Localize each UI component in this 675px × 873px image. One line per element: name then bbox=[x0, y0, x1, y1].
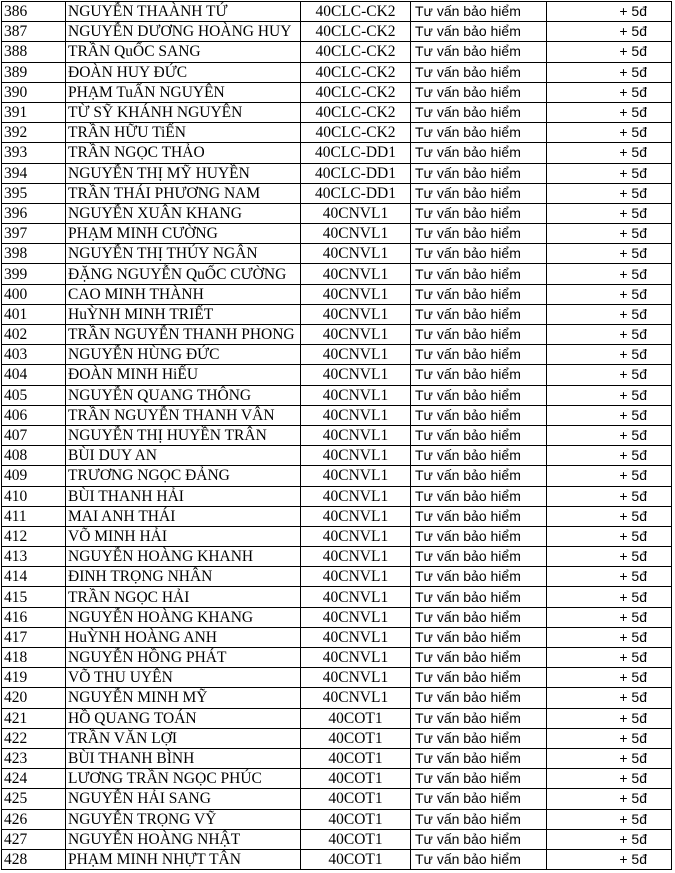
table-row bbox=[2, 688, 672, 708]
class-code-cell: 40CNVL1 bbox=[301, 264, 411, 284]
class-code-cell: 40CNVL1 bbox=[301, 506, 411, 526]
activity-cell: Tư vấn bảo hiểm bbox=[411, 708, 547, 728]
activity-cell: Tư vấn bảo hiểm bbox=[411, 264, 547, 284]
row-number-cell: 427 bbox=[2, 829, 66, 849]
points-cell: + 5đ bbox=[547, 708, 672, 728]
row-number-cell: 415 bbox=[2, 587, 66, 607]
student-name-cell: NGUYỄN HOÀNG KHANG bbox=[66, 607, 301, 627]
table-row bbox=[2, 102, 672, 122]
row-number-cell: 388 bbox=[2, 42, 66, 62]
class-code-cell: 40CLC-CK2 bbox=[301, 22, 411, 42]
class-code-cell: 40CNVL1 bbox=[301, 405, 411, 425]
class-code-cell: 40CLC-DD1 bbox=[301, 143, 411, 163]
table-row bbox=[2, 143, 672, 163]
table-row bbox=[2, 264, 672, 284]
row-number-cell: 397 bbox=[2, 224, 66, 244]
row-number-cell: 403 bbox=[2, 345, 66, 365]
class-code-cell: 40CNVL1 bbox=[301, 567, 411, 587]
row-number-cell: 392 bbox=[2, 123, 66, 143]
table-row bbox=[2, 325, 672, 345]
points-cell: + 5đ bbox=[547, 486, 672, 506]
row-number-cell: 422 bbox=[2, 728, 66, 748]
points-cell: + 5đ bbox=[547, 123, 672, 143]
activity-cell: Tư vấn bảo hiểm bbox=[411, 405, 547, 425]
activity-cell: Tư vấn bảo hiểm bbox=[411, 769, 547, 789]
points-cell: + 5đ bbox=[547, 284, 672, 304]
student-name-cell: TRẦN NGỌC THẢO bbox=[66, 143, 301, 163]
table-row bbox=[2, 708, 672, 728]
table-row bbox=[2, 466, 672, 486]
activity-cell: Tư vấn bảo hiểm bbox=[411, 224, 547, 244]
row-number-cell: 421 bbox=[2, 708, 66, 728]
activity-cell: Tư vấn bảo hiểm bbox=[411, 627, 547, 647]
table-body bbox=[2, 2, 672, 870]
student-name-cell: ĐOÀN MINH HiẾU bbox=[66, 365, 301, 385]
student-name-cell: TỪ SỸ KHÁNH NGUYÊN bbox=[66, 102, 301, 122]
table-row bbox=[2, 607, 672, 627]
row-number-cell: 396 bbox=[2, 203, 66, 223]
points-cell: + 5đ bbox=[547, 769, 672, 789]
activity-cell: Tư vấn bảo hiểm bbox=[411, 203, 547, 223]
table-row bbox=[2, 446, 672, 466]
student-name-cell: HuỲNH HOÀNG ANH bbox=[66, 627, 301, 647]
class-code-cell: 40CNVL1 bbox=[301, 648, 411, 668]
student-name-cell: NGUYỄN XUÂN KHANG bbox=[66, 203, 301, 223]
row-number-cell: 395 bbox=[2, 183, 66, 203]
row-number-cell: 401 bbox=[2, 304, 66, 324]
points-cell: + 5đ bbox=[547, 648, 672, 668]
points-cell: + 5đ bbox=[547, 506, 672, 526]
points-cell: + 5đ bbox=[547, 728, 672, 748]
class-code-cell: 40CNVL1 bbox=[301, 224, 411, 244]
row-number-cell: 414 bbox=[2, 567, 66, 587]
points-cell: + 5đ bbox=[547, 809, 672, 829]
activity-cell: Tư vấn bảo hiểm bbox=[411, 587, 547, 607]
activity-cell: Tư vấn bảo hiểm bbox=[411, 748, 547, 768]
row-number-cell: 405 bbox=[2, 385, 66, 405]
table-row bbox=[2, 668, 672, 688]
points-cell: + 5đ bbox=[547, 849, 672, 869]
points-cell: + 5đ bbox=[547, 405, 672, 425]
row-number-cell: 389 bbox=[2, 62, 66, 82]
class-code-cell: 40COT1 bbox=[301, 849, 411, 869]
table-row bbox=[2, 769, 672, 789]
row-number-cell: 407 bbox=[2, 425, 66, 445]
row-number-cell: 411 bbox=[2, 506, 66, 526]
student-name-cell: NGUYỄN HỒNG PHÁT bbox=[66, 648, 301, 668]
activity-cell: Tư vấn bảo hiểm bbox=[411, 325, 547, 345]
table-row bbox=[2, 345, 672, 365]
points-cell: + 5đ bbox=[547, 526, 672, 546]
table-row bbox=[2, 163, 672, 183]
class-code-cell: 40COT1 bbox=[301, 748, 411, 768]
table-row bbox=[2, 587, 672, 607]
points-cell: + 5đ bbox=[547, 748, 672, 768]
points-cell: + 5đ bbox=[547, 143, 672, 163]
points-cell: + 5đ bbox=[547, 607, 672, 627]
student-name-cell: NGUYỄN DƯƠNG HOÀNG HUY bbox=[66, 22, 301, 42]
activity-cell: Tư vấn bảo hiểm bbox=[411, 2, 547, 22]
table-row bbox=[2, 62, 672, 82]
row-number-cell: 402 bbox=[2, 325, 66, 345]
class-code-cell: 40CNVL1 bbox=[301, 486, 411, 506]
activity-cell: Tư vấn bảo hiểm bbox=[411, 567, 547, 587]
student-name-cell: NGUYỄN HÙNG ĐỨC bbox=[66, 345, 301, 365]
points-cell: + 5đ bbox=[547, 385, 672, 405]
student-name-cell: BÙI DUY AN bbox=[66, 446, 301, 466]
row-number-cell: 394 bbox=[2, 163, 66, 183]
activity-cell: Tư vấn bảo hiểm bbox=[411, 728, 547, 748]
row-number-cell: 408 bbox=[2, 446, 66, 466]
activity-cell: Tư vấn bảo hiểm bbox=[411, 849, 547, 869]
row-number-cell: 412 bbox=[2, 526, 66, 546]
student-name-cell: NGUYỄN THAÀNH TỨ bbox=[66, 2, 301, 22]
points-cell: + 5đ bbox=[547, 325, 672, 345]
activity-cell: Tư vấn bảo hiểm bbox=[411, 183, 547, 203]
table-row bbox=[2, 506, 672, 526]
row-number-cell: 409 bbox=[2, 466, 66, 486]
activity-cell: Tư vấn bảo hiểm bbox=[411, 809, 547, 829]
points-cell: + 5đ bbox=[547, 2, 672, 22]
student-name-cell: HỒ QUANG TOÁN bbox=[66, 708, 301, 728]
points-cell: + 5đ bbox=[547, 688, 672, 708]
table-row bbox=[2, 567, 672, 587]
activity-cell: Tư vấn bảo hiểm bbox=[411, 829, 547, 849]
table-row bbox=[2, 809, 672, 829]
row-number-cell: 393 bbox=[2, 143, 66, 163]
points-cell: + 5đ bbox=[547, 102, 672, 122]
activity-cell: Tư vấn bảo hiểm bbox=[411, 123, 547, 143]
student-name-cell: NGUYỄN MINH MỸ bbox=[66, 688, 301, 708]
table-row bbox=[2, 2, 672, 22]
row-number-cell: 386 bbox=[2, 2, 66, 22]
activity-cell: Tư vấn bảo hiểm bbox=[411, 244, 547, 264]
student-points-table bbox=[1, 1, 672, 870]
points-cell: + 5đ bbox=[547, 466, 672, 486]
class-code-cell: 40CNVL1 bbox=[301, 526, 411, 546]
table-row bbox=[2, 203, 672, 223]
points-cell: + 5đ bbox=[547, 668, 672, 688]
activity-cell: Tư vấn bảo hiểm bbox=[411, 42, 547, 62]
points-cell: + 5đ bbox=[547, 829, 672, 849]
points-cell: + 5đ bbox=[547, 365, 672, 385]
table-row bbox=[2, 82, 672, 102]
table-row bbox=[2, 849, 672, 869]
points-cell: + 5đ bbox=[547, 425, 672, 445]
row-number-cell: 391 bbox=[2, 102, 66, 122]
class-code-cell: 40CNVL1 bbox=[301, 284, 411, 304]
class-code-cell: 40CNVL1 bbox=[301, 446, 411, 466]
row-number-cell: 413 bbox=[2, 547, 66, 567]
activity-cell: Tư vấn bảo hiểm bbox=[411, 486, 547, 506]
row-number-cell: 399 bbox=[2, 264, 66, 284]
student-name-cell: TRƯƠNG NGỌC ĐẢNG bbox=[66, 466, 301, 486]
student-name-cell: CAO MINH THÀNH bbox=[66, 284, 301, 304]
points-cell: + 5đ bbox=[547, 446, 672, 466]
activity-cell: Tư vấn bảo hiểm bbox=[411, 304, 547, 324]
points-cell: + 5đ bbox=[547, 587, 672, 607]
row-number-cell: 404 bbox=[2, 365, 66, 385]
row-number-cell: 410 bbox=[2, 486, 66, 506]
points-cell: + 5đ bbox=[547, 62, 672, 82]
activity-cell: Tư vấn bảo hiểm bbox=[411, 789, 547, 809]
class-code-cell: 40CNVL1 bbox=[301, 203, 411, 223]
student-name-cell: PHẠM MINH NHỰT TÂN bbox=[66, 849, 301, 869]
student-name-cell: PHẠM MINH CƯỜNG bbox=[66, 224, 301, 244]
activity-cell: Tư vấn bảo hiểm bbox=[411, 688, 547, 708]
student-name-cell: VÕ THU UYÊN bbox=[66, 668, 301, 688]
table-row bbox=[2, 22, 672, 42]
activity-cell: Tư vấn bảo hiểm bbox=[411, 607, 547, 627]
class-code-cell: 40COT1 bbox=[301, 809, 411, 829]
student-name-cell: TRẦN THÁI PHƯƠNG NAM bbox=[66, 183, 301, 203]
class-code-cell: 40CNVL1 bbox=[301, 244, 411, 264]
table-row bbox=[2, 365, 672, 385]
class-code-cell: 40CNVL1 bbox=[301, 425, 411, 445]
class-code-cell: 40CNVL1 bbox=[301, 688, 411, 708]
table-row bbox=[2, 526, 672, 546]
student-name-cell: ĐOÀN HUY ĐỨC bbox=[66, 62, 301, 82]
row-number-cell: 416 bbox=[2, 607, 66, 627]
points-cell: + 5đ bbox=[547, 42, 672, 62]
student-name-cell: ĐINH TRỌNG NHÂN bbox=[66, 567, 301, 587]
class-code-cell: 40COT1 bbox=[301, 789, 411, 809]
activity-cell: Tư vấn bảo hiểm bbox=[411, 365, 547, 385]
activity-cell: Tư vấn bảo hiểm bbox=[411, 648, 547, 668]
row-number-cell: 387 bbox=[2, 22, 66, 42]
activity-cell: Tư vấn bảo hiểm bbox=[411, 506, 547, 526]
activity-cell: Tư vấn bảo hiểm bbox=[411, 466, 547, 486]
student-name-cell: TRẦN HỮU TiẾN bbox=[66, 123, 301, 143]
class-code-cell: 40CLC-CK2 bbox=[301, 123, 411, 143]
points-cell: + 5đ bbox=[547, 547, 672, 567]
row-number-cell: 406 bbox=[2, 405, 66, 425]
student-name-cell: NGUYỄN QUANG THÔNG bbox=[66, 385, 301, 405]
points-cell: + 5đ bbox=[547, 82, 672, 102]
class-code-cell: 40CLC-CK2 bbox=[301, 102, 411, 122]
activity-cell: Tư vấn bảo hiểm bbox=[411, 143, 547, 163]
activity-cell: Tư vấn bảo hiểm bbox=[411, 102, 547, 122]
activity-cell: Tư vấn bảo hiểm bbox=[411, 22, 547, 42]
student-name-cell: TRẦN VĂN LỢI bbox=[66, 728, 301, 748]
class-code-cell: 40CLC-DD1 bbox=[301, 183, 411, 203]
table-row bbox=[2, 486, 672, 506]
points-cell: + 5đ bbox=[547, 163, 672, 183]
activity-cell: Tư vấn bảo hiểm bbox=[411, 425, 547, 445]
points-cell: + 5đ bbox=[547, 627, 672, 647]
activity-cell: Tư vấn bảo hiểm bbox=[411, 284, 547, 304]
class-code-cell: 40CLC-CK2 bbox=[301, 82, 411, 102]
points-cell: + 5đ bbox=[547, 345, 672, 365]
class-code-cell: 40COT1 bbox=[301, 769, 411, 789]
student-name-cell: VÕ MINH HẢI bbox=[66, 526, 301, 546]
row-number-cell: 424 bbox=[2, 769, 66, 789]
student-name-cell: NGUYỄN TRỌNG VỸ bbox=[66, 809, 301, 829]
class-code-cell: 40CNVL1 bbox=[301, 668, 411, 688]
row-number-cell: 418 bbox=[2, 648, 66, 668]
table-row bbox=[2, 304, 672, 324]
student-name-cell: TRẦN NGUYỄN THANH PHONG bbox=[66, 325, 301, 345]
table-row bbox=[2, 405, 672, 425]
student-name-cell: PHẠM TuẤN NGUYÊN bbox=[66, 82, 301, 102]
points-cell: + 5đ bbox=[547, 264, 672, 284]
student-name-cell: BÙI THANH HẢI bbox=[66, 486, 301, 506]
activity-cell: Tư vấn bảo hiểm bbox=[411, 345, 547, 365]
activity-cell: Tư vấn bảo hiểm bbox=[411, 668, 547, 688]
activity-cell: Tư vấn bảo hiểm bbox=[411, 163, 547, 183]
row-number-cell: 426 bbox=[2, 809, 66, 829]
class-code-cell: 40CNVL1 bbox=[301, 385, 411, 405]
row-number-cell: 390 bbox=[2, 82, 66, 102]
student-name-cell: NGUYỄN THỊ THÚY NGÂN bbox=[66, 244, 301, 264]
activity-cell: Tư vấn bảo hiểm bbox=[411, 82, 547, 102]
table-row bbox=[2, 547, 672, 567]
activity-cell: Tư vấn bảo hiểm bbox=[411, 446, 547, 466]
class-code-cell: 40CNVL1 bbox=[301, 325, 411, 345]
points-cell: + 5đ bbox=[547, 789, 672, 809]
points-cell: + 5đ bbox=[547, 567, 672, 587]
table-row bbox=[2, 728, 672, 748]
table-row bbox=[2, 748, 672, 768]
activity-cell: Tư vấn bảo hiểm bbox=[411, 385, 547, 405]
table-row bbox=[2, 648, 672, 668]
table-row bbox=[2, 42, 672, 62]
class-code-cell: 40CNVL1 bbox=[301, 547, 411, 567]
table-row bbox=[2, 183, 672, 203]
points-cell: + 5đ bbox=[547, 244, 672, 264]
points-cell: + 5đ bbox=[547, 304, 672, 324]
student-name-cell: MAI ANH THÁI bbox=[66, 506, 301, 526]
class-code-cell: 40CNVL1 bbox=[301, 466, 411, 486]
row-number-cell: 398 bbox=[2, 244, 66, 264]
table-row bbox=[2, 829, 672, 849]
class-code-cell: 40CNVL1 bbox=[301, 365, 411, 385]
student-name-cell: ĐẶNG NGUYỄN QuỐC CƯỜNG bbox=[66, 264, 301, 284]
class-code-cell: 40CLC-CK2 bbox=[301, 42, 411, 62]
points-cell: + 5đ bbox=[547, 203, 672, 223]
table-row bbox=[2, 425, 672, 445]
student-name-cell: TRẦN NGỌC HẢI bbox=[66, 587, 301, 607]
student-name-cell: NGUYỄN HOÀNG NHẬT bbox=[66, 829, 301, 849]
class-code-cell: 40COT1 bbox=[301, 829, 411, 849]
class-code-cell: 40CNVL1 bbox=[301, 304, 411, 324]
activity-cell: Tư vấn bảo hiểm bbox=[411, 526, 547, 546]
student-name-cell: NGUYỄN HẢI SANG bbox=[66, 789, 301, 809]
activity-cell: Tư vấn bảo hiểm bbox=[411, 62, 547, 82]
row-number-cell: 428 bbox=[2, 849, 66, 869]
student-name-cell: TRẦN QuỐC SANG bbox=[66, 42, 301, 62]
student-name-cell: HuỲNH MINH TRIẾT bbox=[66, 304, 301, 324]
class-code-cell: 40CNVL1 bbox=[301, 345, 411, 365]
student-name-cell: NGUYỄN THỊ HUYỀN TRÂN bbox=[66, 425, 301, 445]
class-code-cell: 40COT1 bbox=[301, 728, 411, 748]
student-name-cell: LƯƠNG TRẦN NGỌC PHÚC bbox=[66, 769, 301, 789]
table-row bbox=[2, 244, 672, 264]
table-row bbox=[2, 284, 672, 304]
table-row bbox=[2, 789, 672, 809]
table-row bbox=[2, 385, 672, 405]
row-number-cell: 417 bbox=[2, 627, 66, 647]
class-code-cell: 40CNVL1 bbox=[301, 607, 411, 627]
student-name-cell: NGUYỄN HOÀNG KHANH bbox=[66, 547, 301, 567]
points-cell: + 5đ bbox=[547, 22, 672, 42]
row-number-cell: 420 bbox=[2, 688, 66, 708]
student-name-cell: TRẦN NGUYỄN THANH VÂN bbox=[66, 405, 301, 425]
row-number-cell: 400 bbox=[2, 284, 66, 304]
class-code-cell: 40COT1 bbox=[301, 708, 411, 728]
class-code-cell: 40CLC-CK2 bbox=[301, 62, 411, 82]
table-row bbox=[2, 627, 672, 647]
class-code-cell: 40CNVL1 bbox=[301, 587, 411, 607]
table-row bbox=[2, 123, 672, 143]
class-code-cell: 40CNVL1 bbox=[301, 627, 411, 647]
activity-cell: Tư vấn bảo hiểm bbox=[411, 547, 547, 567]
class-code-cell: 40CLC-CK2 bbox=[301, 2, 411, 22]
table-row bbox=[2, 224, 672, 244]
row-number-cell: 419 bbox=[2, 668, 66, 688]
student-name-cell: BÙI THANH BÌNH bbox=[66, 748, 301, 768]
row-number-cell: 425 bbox=[2, 789, 66, 809]
points-cell: + 5đ bbox=[547, 183, 672, 203]
row-number-cell: 423 bbox=[2, 748, 66, 768]
class-code-cell: 40CLC-DD1 bbox=[301, 163, 411, 183]
points-cell: + 5đ bbox=[547, 224, 672, 244]
student-name-cell: NGUYỄN THỊ MỸ HUYỀN bbox=[66, 163, 301, 183]
